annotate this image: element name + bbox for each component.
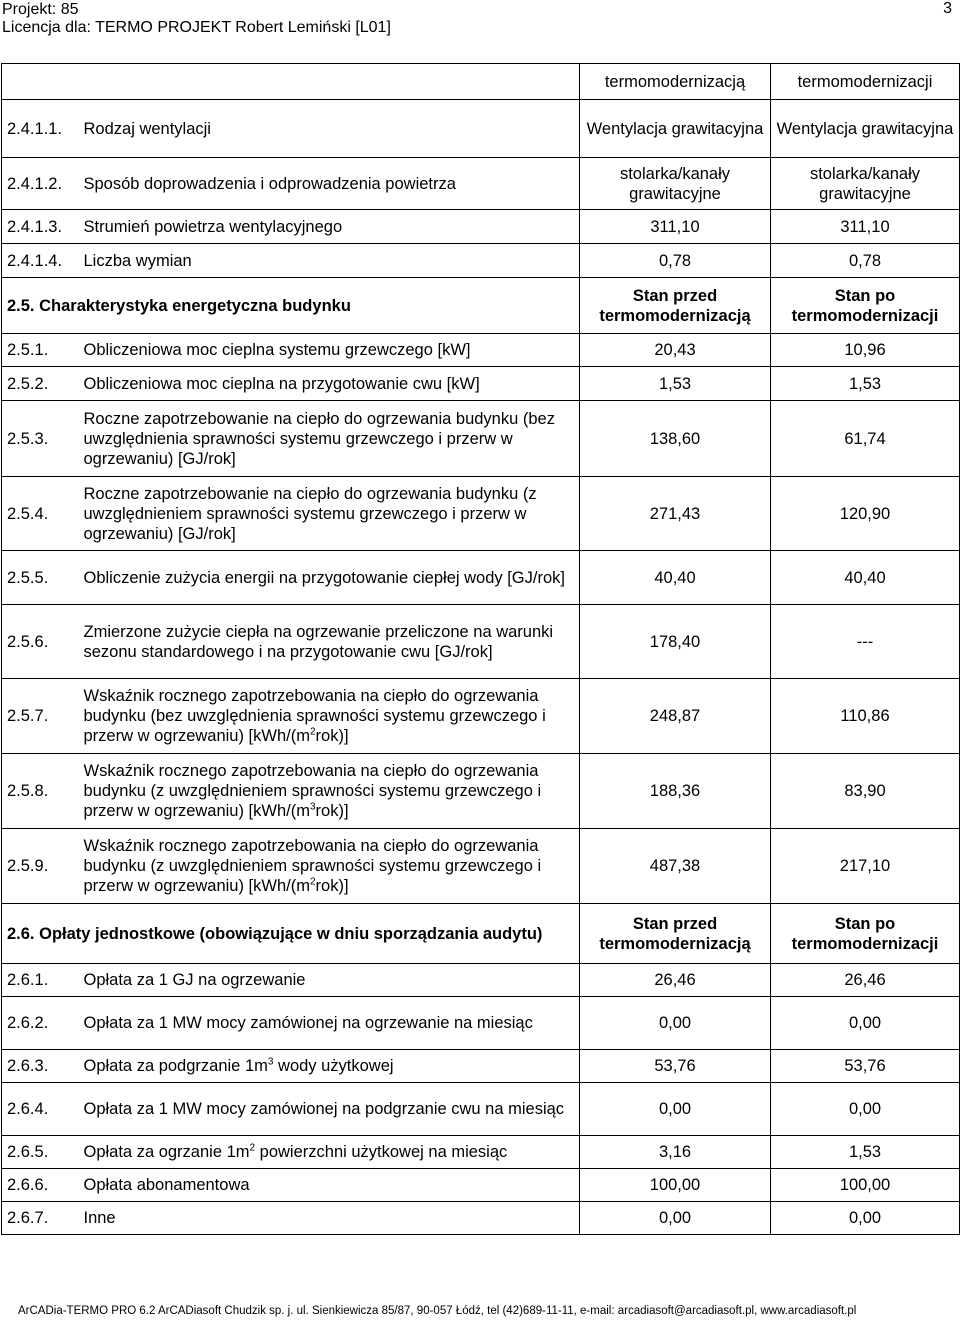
row-label-cell xyxy=(79,1083,580,1136)
table-row xyxy=(2,679,960,754)
value-after: 53,76 xyxy=(771,1050,960,1083)
value-before: 40,40 xyxy=(580,551,771,605)
row-label: Strumień powietrza wentylacyjnego xyxy=(83,217,343,236)
col-after-label: Stan po termomodernizacji xyxy=(771,904,960,964)
table-row xyxy=(2,829,960,904)
row-label: Zmierzone zużycie ciepła na ogrzewanie przeliczone na warunki sezonu standardowego i na przygotowanie cwu [GJ/rok] xyxy=(83,622,554,661)
row-label-cell xyxy=(79,1136,580,1169)
row-number: 2.5.3. xyxy=(2,401,79,477)
row-label: Wskaźnik rocznego zapotrzebowania na ciepło do ogrzewania budynku (z uwzględnieniem sprawności systemu grzewczego i przerw w ogrzewaniu) [kWh/(m xyxy=(83,837,542,895)
table-row xyxy=(2,1169,960,1202)
row-label: Opłata abonamentowa xyxy=(83,1176,250,1194)
row-label: Opłata za podgrzanie 1m xyxy=(83,1057,268,1075)
row-label-end: rok)] xyxy=(315,727,349,745)
value-after: stolarka/kanały grawitacyjne xyxy=(771,158,960,210)
table-row xyxy=(2,334,960,367)
row-number: 2.6.2. xyxy=(2,997,79,1050)
table-row xyxy=(2,964,960,997)
row-label-cell xyxy=(79,367,580,401)
value-after: 1,53 xyxy=(771,1136,960,1169)
blank-cell xyxy=(2,64,580,100)
license-line: Licencja dla: TERMO PROJEKT Robert Lemiński [L01] xyxy=(2,19,391,36)
value-before: 178,40 xyxy=(580,605,771,679)
table-row xyxy=(2,210,960,244)
row-label-cell xyxy=(79,100,580,158)
value-after: 110,86 xyxy=(771,679,960,754)
row-label: Opłata za 1 MW mocy zamówionej na ogrzewanie na miesiąc xyxy=(83,1014,533,1032)
value-before: 20,43 xyxy=(580,334,771,367)
row-label: Obliczenie zużycia energii na przygotowanie ciepłej wody [GJ/rok] xyxy=(83,568,565,587)
table-row xyxy=(2,100,960,158)
superscript: 2 xyxy=(309,726,316,738)
value-before: 487,38 xyxy=(580,829,771,904)
row-label: Inne xyxy=(83,1209,116,1227)
value-after: 217,10 xyxy=(771,829,960,904)
section-title: 2.5. Charakterystyka energetyczna budynku xyxy=(2,278,580,334)
table-row xyxy=(2,605,960,679)
row-number: 2.5.5. xyxy=(2,551,79,605)
row-label-end: rok)] xyxy=(315,802,349,820)
value-after: 0,00 xyxy=(771,1083,960,1136)
value-after: 10,96 xyxy=(771,334,960,367)
value-before: 26,46 xyxy=(580,964,771,997)
value-before: 3,16 xyxy=(580,1136,771,1169)
row-number: 2.5.8. xyxy=(2,754,79,829)
audit-table xyxy=(1,63,960,1235)
row-number: 2.5.7. xyxy=(2,679,79,754)
value-after: 311,10 xyxy=(771,210,960,244)
row-label: Rodzaj wentylacji xyxy=(83,119,211,138)
value-after: 1,53 xyxy=(771,367,960,401)
row-label-cell xyxy=(79,1202,580,1235)
table-row xyxy=(2,754,960,829)
page-number: 3 xyxy=(943,0,952,17)
table-row xyxy=(2,158,960,210)
value-after: 100,00 xyxy=(771,1169,960,1202)
row-label: Roczne zapotrzebowanie na ciepło do ogrzewania budynku (bez uwzględnienia sprawności systemu grzewczego i przerw w ogrzewaniu) [GJ/rok] xyxy=(83,409,555,468)
table-row xyxy=(2,1050,960,1083)
value-before: 311,10 xyxy=(580,210,771,244)
value-after: Wentylacja grawitacyjna xyxy=(771,100,960,158)
row-label-end: wody użytkowej xyxy=(273,1057,394,1075)
value-before: 0,00 xyxy=(580,1083,771,1136)
row-number: 2.6.4. xyxy=(2,1083,79,1136)
row-label-cell xyxy=(79,754,580,829)
row-label-cell xyxy=(79,679,580,754)
table-row xyxy=(2,244,960,278)
row-label: Opłata za 1 GJ na ogrzewanie xyxy=(83,971,306,989)
row-number: 2.5.4. xyxy=(2,477,79,551)
table-row xyxy=(2,997,960,1050)
row-number: 2.6.5. xyxy=(2,1136,79,1169)
table-row xyxy=(2,401,960,477)
value-before: 0,00 xyxy=(580,997,771,1050)
value-before: 248,87 xyxy=(580,679,771,754)
section-header xyxy=(2,278,960,334)
row-label: Wskaźnik rocznego zapotrzebowania na ciepło do ogrzewania budynku (z uwzględnieniem sprawności systemu grzewczego i przerw w ogrzewaniu) [kWh/(m xyxy=(83,762,542,820)
row-number: 2.5.1. xyxy=(2,334,79,367)
project-number: Projekt: 85 xyxy=(2,1,79,18)
table-row xyxy=(2,477,960,551)
value-after: 83,90 xyxy=(771,754,960,829)
row-number: 2.5.2. xyxy=(2,367,79,401)
value-after: 0,78 xyxy=(771,244,960,278)
row-number: 2.6.1. xyxy=(2,964,79,997)
col-before-label: Stan przed termomodernizacją xyxy=(580,904,771,964)
row-label: Wskaźnik rocznego zapotrzebowania na ciepło do ogrzewania budynku (bez uwzględnienia sprawności systemu grzewczego i przerw w ogrzewaniu) [kWh/(m xyxy=(83,687,546,745)
row-label-cell xyxy=(79,1169,580,1202)
table-row xyxy=(2,551,960,605)
row-label-cell xyxy=(79,964,580,997)
col-after-label: Stan po termomodernizacji xyxy=(771,278,960,334)
value-before: 53,76 xyxy=(580,1050,771,1083)
row-label-cell xyxy=(79,829,580,904)
value-after: 0,00 xyxy=(771,997,960,1050)
row-label-cell xyxy=(79,401,580,477)
row-label-cell xyxy=(79,1050,580,1083)
superscript: 2 xyxy=(249,1142,256,1154)
col-before-label: Stan przed termomodernizacją xyxy=(580,278,771,334)
row-label-cell xyxy=(79,210,580,244)
value-before: 1,53 xyxy=(580,367,771,401)
value-before: 0,78 xyxy=(580,244,771,278)
row-number: 2.5.9. xyxy=(2,829,79,904)
row-label: Liczba wymian xyxy=(83,251,192,270)
value-before: 100,00 xyxy=(580,1169,771,1202)
table-row xyxy=(2,367,960,401)
row-label-cell xyxy=(79,334,580,367)
row-number: 2.6.3. xyxy=(2,1050,79,1083)
row-number: 2.4.1.2. xyxy=(2,158,79,210)
table-row xyxy=(2,1083,960,1136)
value-after: --- xyxy=(771,605,960,679)
row-label-end: powierzchni użytkowej na miesiąc xyxy=(255,1143,508,1161)
row-label: Opłata za ogrzanie 1m xyxy=(83,1143,250,1161)
row-label-cell xyxy=(79,477,580,551)
row-label: Sposób doprowadzenia i odprowadzenia powietrza xyxy=(83,174,456,193)
row-label-cell xyxy=(79,244,580,278)
head-before: termomodernizacją xyxy=(580,64,771,100)
value-after: 120,90 xyxy=(771,477,960,551)
row-label-cell xyxy=(79,997,580,1050)
value-after: 0,00 xyxy=(771,1202,960,1235)
superscript: 3 xyxy=(309,801,316,813)
value-before: 188,36 xyxy=(580,754,771,829)
row-label-end: rok)] xyxy=(315,877,349,895)
row-label-cell xyxy=(79,605,580,679)
row-number: 2.5.6. xyxy=(2,605,79,679)
row-number: 2.4.1.4. xyxy=(2,244,79,278)
table-row xyxy=(2,1136,960,1169)
row-number: 2.6.7. xyxy=(2,1202,79,1235)
row-label: Obliczeniowa moc cieplna systemu grzewczego [kW] xyxy=(83,341,471,359)
value-before: 0,00 xyxy=(580,1202,771,1235)
row-label: Obliczeniowa moc cieplna na przygotowanie cwu [kW] xyxy=(83,374,480,393)
value-before: Wentylacja grawitacyjna xyxy=(580,100,771,158)
ventilation-header xyxy=(2,64,960,100)
footer-text: ArCADia-TERMO PRO 6.2 ArCADiasoft Chudzik sp. j. ul. Sienkiewicza 85/87, 90-057 Łódź, tel (42)689-11-11, e-mail: arcadiasoft@arcadiasoft.pl, www.arcadiasoft.pl xyxy=(18,1305,857,1317)
section-header xyxy=(2,904,960,964)
value-before: 271,43 xyxy=(580,477,771,551)
superscript: 2 xyxy=(309,876,316,888)
section-title: 2.6. Opłaty jednostkowe (obowiązujące w dniu sporządzania audytu) xyxy=(2,904,580,964)
value-before: stolarka/kanały grawitacyjne xyxy=(580,158,771,210)
row-number: 2.4.1.3. xyxy=(2,210,79,244)
row-label: Roczne zapotrzebowanie na ciepło do ogrzewania budynku (z uwzględnieniem sprawności systemu grzewczego i przerw w ogrzewaniu) [GJ/rok] xyxy=(83,484,537,543)
row-label-cell xyxy=(79,551,580,605)
value-before: 138,60 xyxy=(580,401,771,477)
value-after: 40,40 xyxy=(771,551,960,605)
row-label: Opłata za 1 MW mocy zamówionej na podgrzanie cwu na miesiąc xyxy=(83,1100,565,1118)
superscript: 3 xyxy=(267,1056,274,1068)
table-row xyxy=(2,1202,960,1235)
value-after: 61,74 xyxy=(771,401,960,477)
head-after: termomodernizacji xyxy=(771,64,960,100)
value-after: 26,46 xyxy=(771,964,960,997)
row-number: 2.4.1.1. xyxy=(2,100,79,158)
row-label-cell xyxy=(79,158,580,210)
row-number: 2.6.6. xyxy=(2,1169,79,1202)
